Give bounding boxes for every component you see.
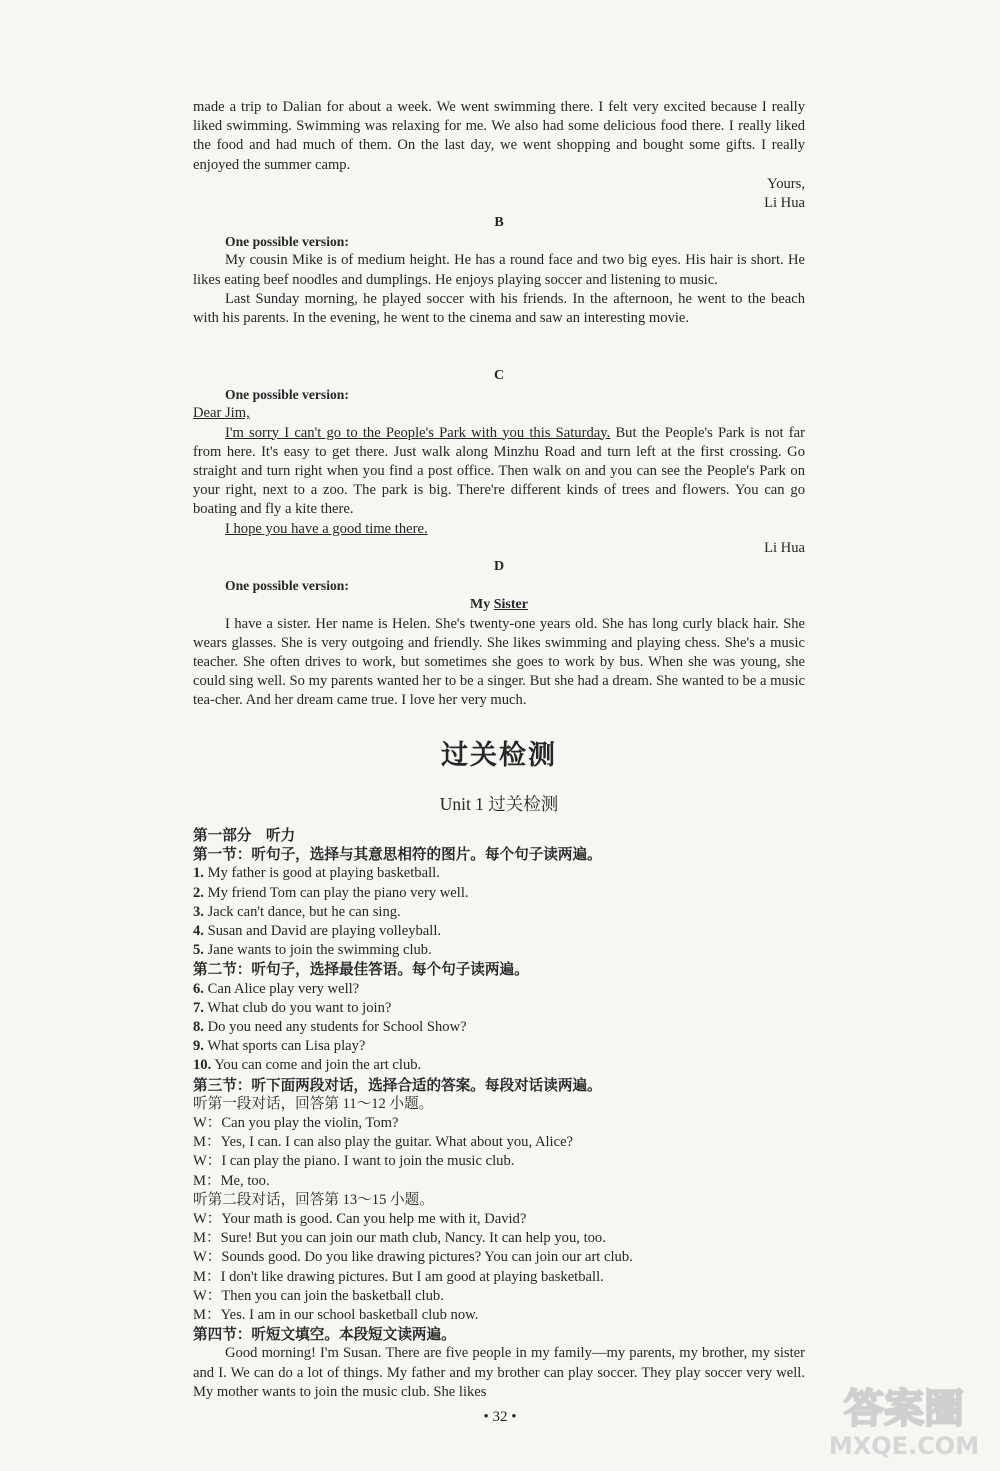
watermark-text-cn: 答案圈	[844, 1386, 964, 1432]
dialogue2-line: W：Your math is good. Can you help me with it, David?	[193, 1211, 527, 1228]
underlined-closing: I hope you have a good time there.	[225, 520, 428, 537]
dialogue2-line: W：Sounds good. Do you like drawing pictures? You can join our art club.	[193, 1249, 633, 1266]
essay-title	[193, 595, 805, 614]
question-8: 8. Do you need any students for School Show?	[193, 1019, 467, 1036]
section-c-label: C	[493, 368, 505, 383]
dialogue1-line: W：I can play the piano. I want to join the music club.	[193, 1153, 515, 1170]
listening-section	[193, 826, 805, 1402]
section-d	[193, 557, 805, 711]
section-b-para2: Last Sunday morning, he played soccer with his friends. In the afternoon, he went to the beach with his parents. In the evening, he went to the cinema and saw an interesting movie.	[193, 290, 805, 327]
question-10: 10. You can come and join the art club.	[193, 1057, 422, 1074]
section-b-label: B	[494, 215, 504, 230]
section-c-body	[193, 424, 805, 520]
dialogue2-line: W：Then you can join the basketball club.	[193, 1287, 444, 1304]
section-c-closing	[193, 520, 805, 539]
essay-title-part1: My	[470, 597, 494, 613]
section-d-body: I have a sister. Her name is Helen. She's twenty-one years old. She has long curly black hair. She wears glasses. She is very outgoing and friendly. She likes swimming and playing chess. She's a music teacher. She often drives to work, but sometimes she goes to work by bus. When she was young, she could sing well. So my parents wanted her to be a singer. But she had a dream. She wanted to be a music tea-cher. And her dream came true. I love her very much.	[193, 615, 805, 709]
test-heading: 过关检测	[441, 740, 557, 771]
letter-a-signature: Li Hua	[764, 195, 805, 212]
dialogue1-line: W：Can you play the violin, Tom?	[193, 1115, 399, 1132]
essay-title-part2: Sister	[493, 597, 528, 613]
dialogue2-line: M：Sure! But you can join our math club, Nancy. It can help you, too.	[193, 1230, 606, 1247]
section4-instructions: 第四节：听短文填空。本段短文读两遍。	[193, 1326, 456, 1344]
question-9: 9. What sports can Lisa play?	[193, 1038, 366, 1055]
section-c-version: One possible version:	[225, 387, 349, 403]
body-text: But the People's Park is not far from here. It's easy to get there. Just walk along Minzhu Road and turn left at the first crossing. Go straight and turn right when you find a post office. Then walk on and you can see the People's Park on your right, next to a zoo. The park is big. There're different kinds of trees and flowers. You can go boating and fly a kite there.	[193, 424, 805, 518]
question-2: 2. My friend Tom can play the piano very well.	[193, 884, 469, 901]
section-b-para1: My cousin Mike is of medium height. He has a round face and two big eyes. His hair is short. He likes eating beef noodles and dumplings. He enjoys playing soccer and listening to music.	[193, 252, 805, 288]
part1-heading: 第一部分 听力	[193, 827, 296, 844]
section-b	[193, 213, 805, 328]
unit-header	[193, 791, 805, 817]
watermark-logo	[818, 1372, 990, 1462]
section-c-signature: Li Hua	[764, 539, 805, 556]
dialogue2-line: M：I don't like drawing pictures. But I am good at playing basketball.	[193, 1268, 604, 1285]
question-1: 1. My father is good at playing basketball.	[193, 865, 440, 882]
dialogue2-intro: 听第二段对话，回答第 13～15 小题。	[193, 1191, 434, 1208]
section-d-version: One possible version:	[225, 578, 349, 594]
letter-a-body: made a trip to Dalian for about a week. We went swimming there. I felt very excited because I really liked swimming. Swimming was relaxing for me. We also had some delicious food there. I really liked the food and had much of them. On the last day, we went shopping and bought some gifts. I really enjoyed the summer camp.	[193, 99, 805, 173]
listening-passage: Good morning! I'm Susan. There are five people in my family—my parents, my brother, my sister and I. We can do a lot of things. My father and my brother can play soccer. They play soccer very well. My mother wants to join the music club. She likes	[193, 1345, 805, 1400]
letter-a-closing: Yours,	[767, 175, 805, 192]
question-6: 6. Can Alice play very well?	[193, 980, 360, 997]
salutation-text: Dear Jim,	[193, 405, 250, 422]
section-b-version: One possible version:	[225, 234, 349, 250]
question-3: 3. Jack can't dance, but he can sing.	[193, 903, 401, 920]
section-d-label: D	[493, 559, 505, 574]
question-5: 5. Jane wants to join the swimming club.	[193, 942, 432, 959]
dialogue1-line: M：Yes, I can. I can also play the guitar. What about you, Alice?	[193, 1134, 574, 1151]
section2-instructions: 第二节：听句子，选择最佳答语。每个句子读两遍。	[193, 961, 529, 979]
dialogue2-line: M：Yes. I am in our school basketball club now.	[193, 1307, 479, 1324]
dialogue1-intro: 听第一段对话，回答第 11～12 小题。	[193, 1095, 434, 1112]
question-7: 7. What club do you want to join?	[193, 999, 392, 1016]
page-number: • 32 •	[483, 1409, 517, 1425]
test-header	[193, 736, 805, 776]
question-4: 4. Susan and David are playing volleyball.	[193, 923, 442, 940]
dialogue1-line: M：Me, too.	[193, 1172, 270, 1189]
unit-title: Unit 1 过关检测	[439, 794, 559, 814]
letter-a	[193, 98, 805, 213]
watermark-text-url: MXQE.COM	[828, 1432, 980, 1460]
section-c	[193, 366, 805, 558]
section3-instructions: 第三节：听下面两段对话，选择合适的答案。每段对话读两遍。	[193, 1076, 602, 1094]
section1-instructions: 第一节：听句子，选择与其意思相符的图片。每个句子读两遍。	[193, 846, 602, 864]
section-c-salutation	[193, 404, 805, 423]
underlined-opening: I'm sorry I can't go to the People's Park with you this Saturday.	[225, 424, 611, 441]
